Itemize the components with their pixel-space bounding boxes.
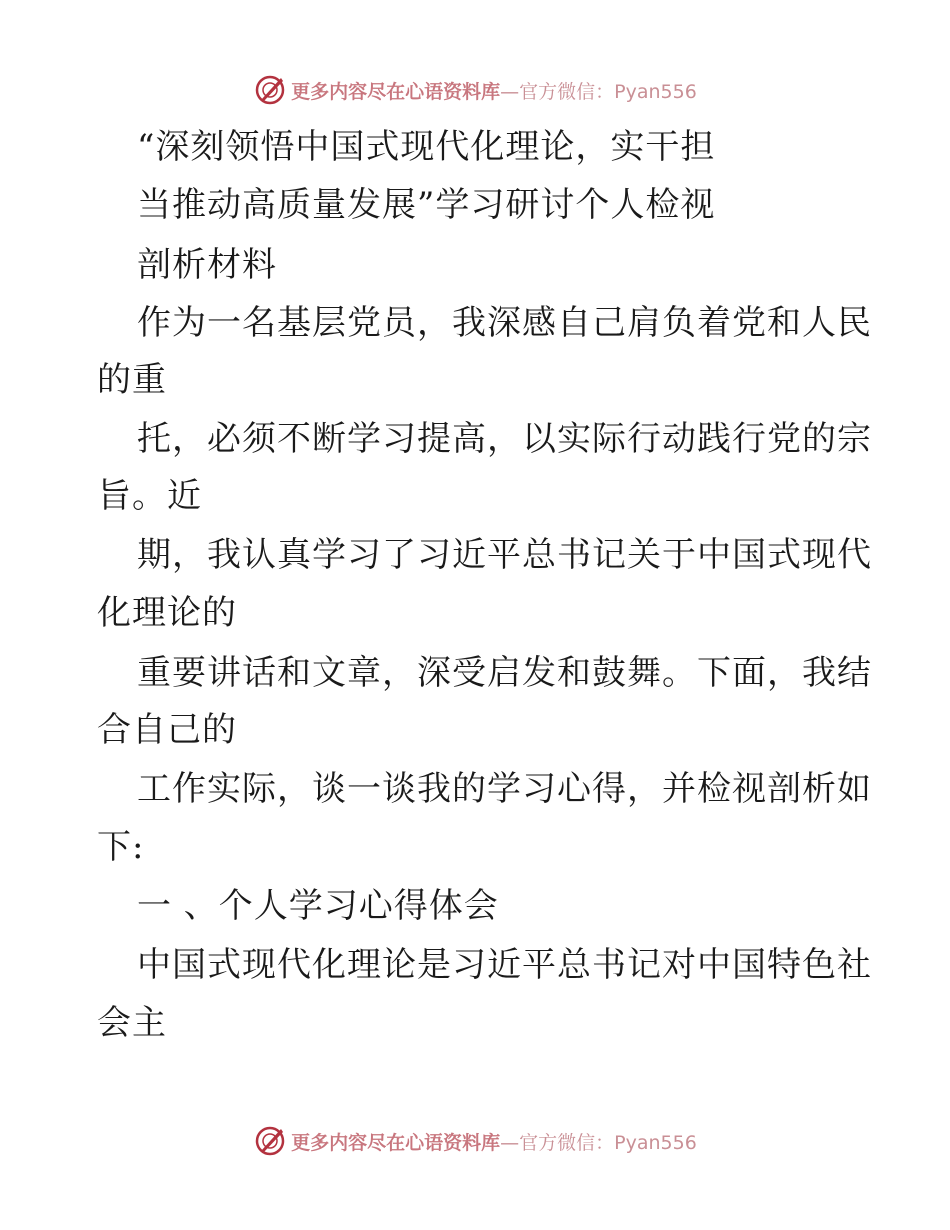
watermark-suffix: —官方微信：Pyan556 bbox=[500, 80, 697, 103]
watermark-footer bbox=[0, 1121, 950, 1161]
watermark-text: 更多内容尽在心语资料库 bbox=[291, 1131, 501, 1154]
body-line: 期，我认真学习了习近平总书记关于中国式现代 bbox=[137, 535, 872, 575]
watermark-suffix: —官方微信：Pyan556 bbox=[500, 1131, 697, 1154]
body-line: 托，必须不断学习提高，以实际行动践行党的宗 bbox=[137, 419, 872, 459]
quill-seal-icon bbox=[253, 73, 287, 107]
watermark-header bbox=[0, 70, 950, 110]
doc-title-line-1: “深刻领悟中国式现代化理论，实干担 bbox=[137, 127, 716, 167]
watermark-text: 更多内容尽在心语资料库 bbox=[291, 80, 501, 103]
body-line: 化理论的 bbox=[97, 593, 237, 633]
body-line: 中国式现代化理论是习近平总书记对中国特色社 bbox=[137, 945, 872, 985]
body-line: 合自己的 bbox=[97, 710, 237, 750]
section-heading: 一 、个人学习心得体会 bbox=[137, 886, 499, 926]
body-line: 工作实际，谈一谈我的学习心得，并检视剖析如 bbox=[137, 769, 872, 809]
doc-title-line-2: 当推动高质量发展”学习研讨个人检视 bbox=[137, 185, 716, 225]
body-line: 的重 bbox=[97, 360, 167, 400]
body-line: 旨。近 bbox=[97, 476, 202, 516]
body-line: 下: bbox=[97, 827, 145, 867]
body-line: 重要讲话和文章，深受启发和鼓舞。下面，我结 bbox=[137, 653, 872, 693]
doc-title-line-3: 剖析材料 bbox=[137, 245, 277, 285]
body-line: 作为一名基层党员，我深感自己肩负着党和人民 bbox=[137, 303, 872, 343]
body-line: 会主 bbox=[97, 1003, 167, 1043]
quill-seal-icon bbox=[253, 1124, 287, 1158]
